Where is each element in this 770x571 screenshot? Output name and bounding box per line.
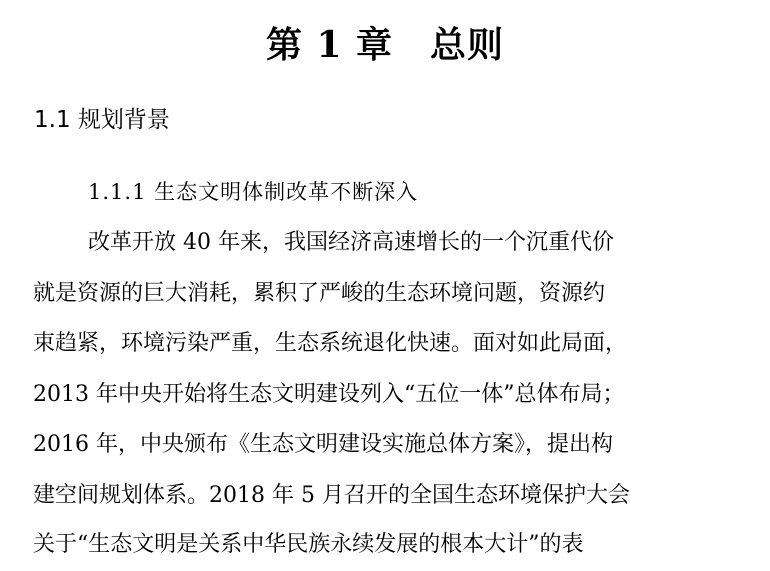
paragraph-line: 建空间规划体系。2018 年 5 月召开的全国生态环境保护大会	[33, 483, 630, 508]
paragraph-line: 束趋紧，环境污染严重，生态系统退化快速。面对如此局面，	[33, 331, 628, 356]
paragraph-line: 改革开放 40 年来，我国经济高速增长的一个沉重代价	[88, 230, 614, 255]
subsection-heading: 1.1.1 生态文明体制改革不断深入	[88, 180, 419, 204]
paragraph-line: 关于“生态文明是关系中华民族永续发展的根本大计”的表	[33, 532, 584, 557]
section-heading: 1.1 规划背景	[34, 107, 170, 133]
paragraph-line: 就是资源的巨大消耗，累积了严峻的生态环境问题，资源约	[33, 281, 606, 306]
paragraph-line: 2013 年中央开始将生态文明建设列入“五位一体”总体布局；	[33, 382, 625, 407]
paragraph-line: 2016 年，中央颁布《生态文明建设实施总体方案》，提出构	[33, 432, 613, 457]
chapter-title: 第 1 章 总则	[265, 24, 505, 66]
